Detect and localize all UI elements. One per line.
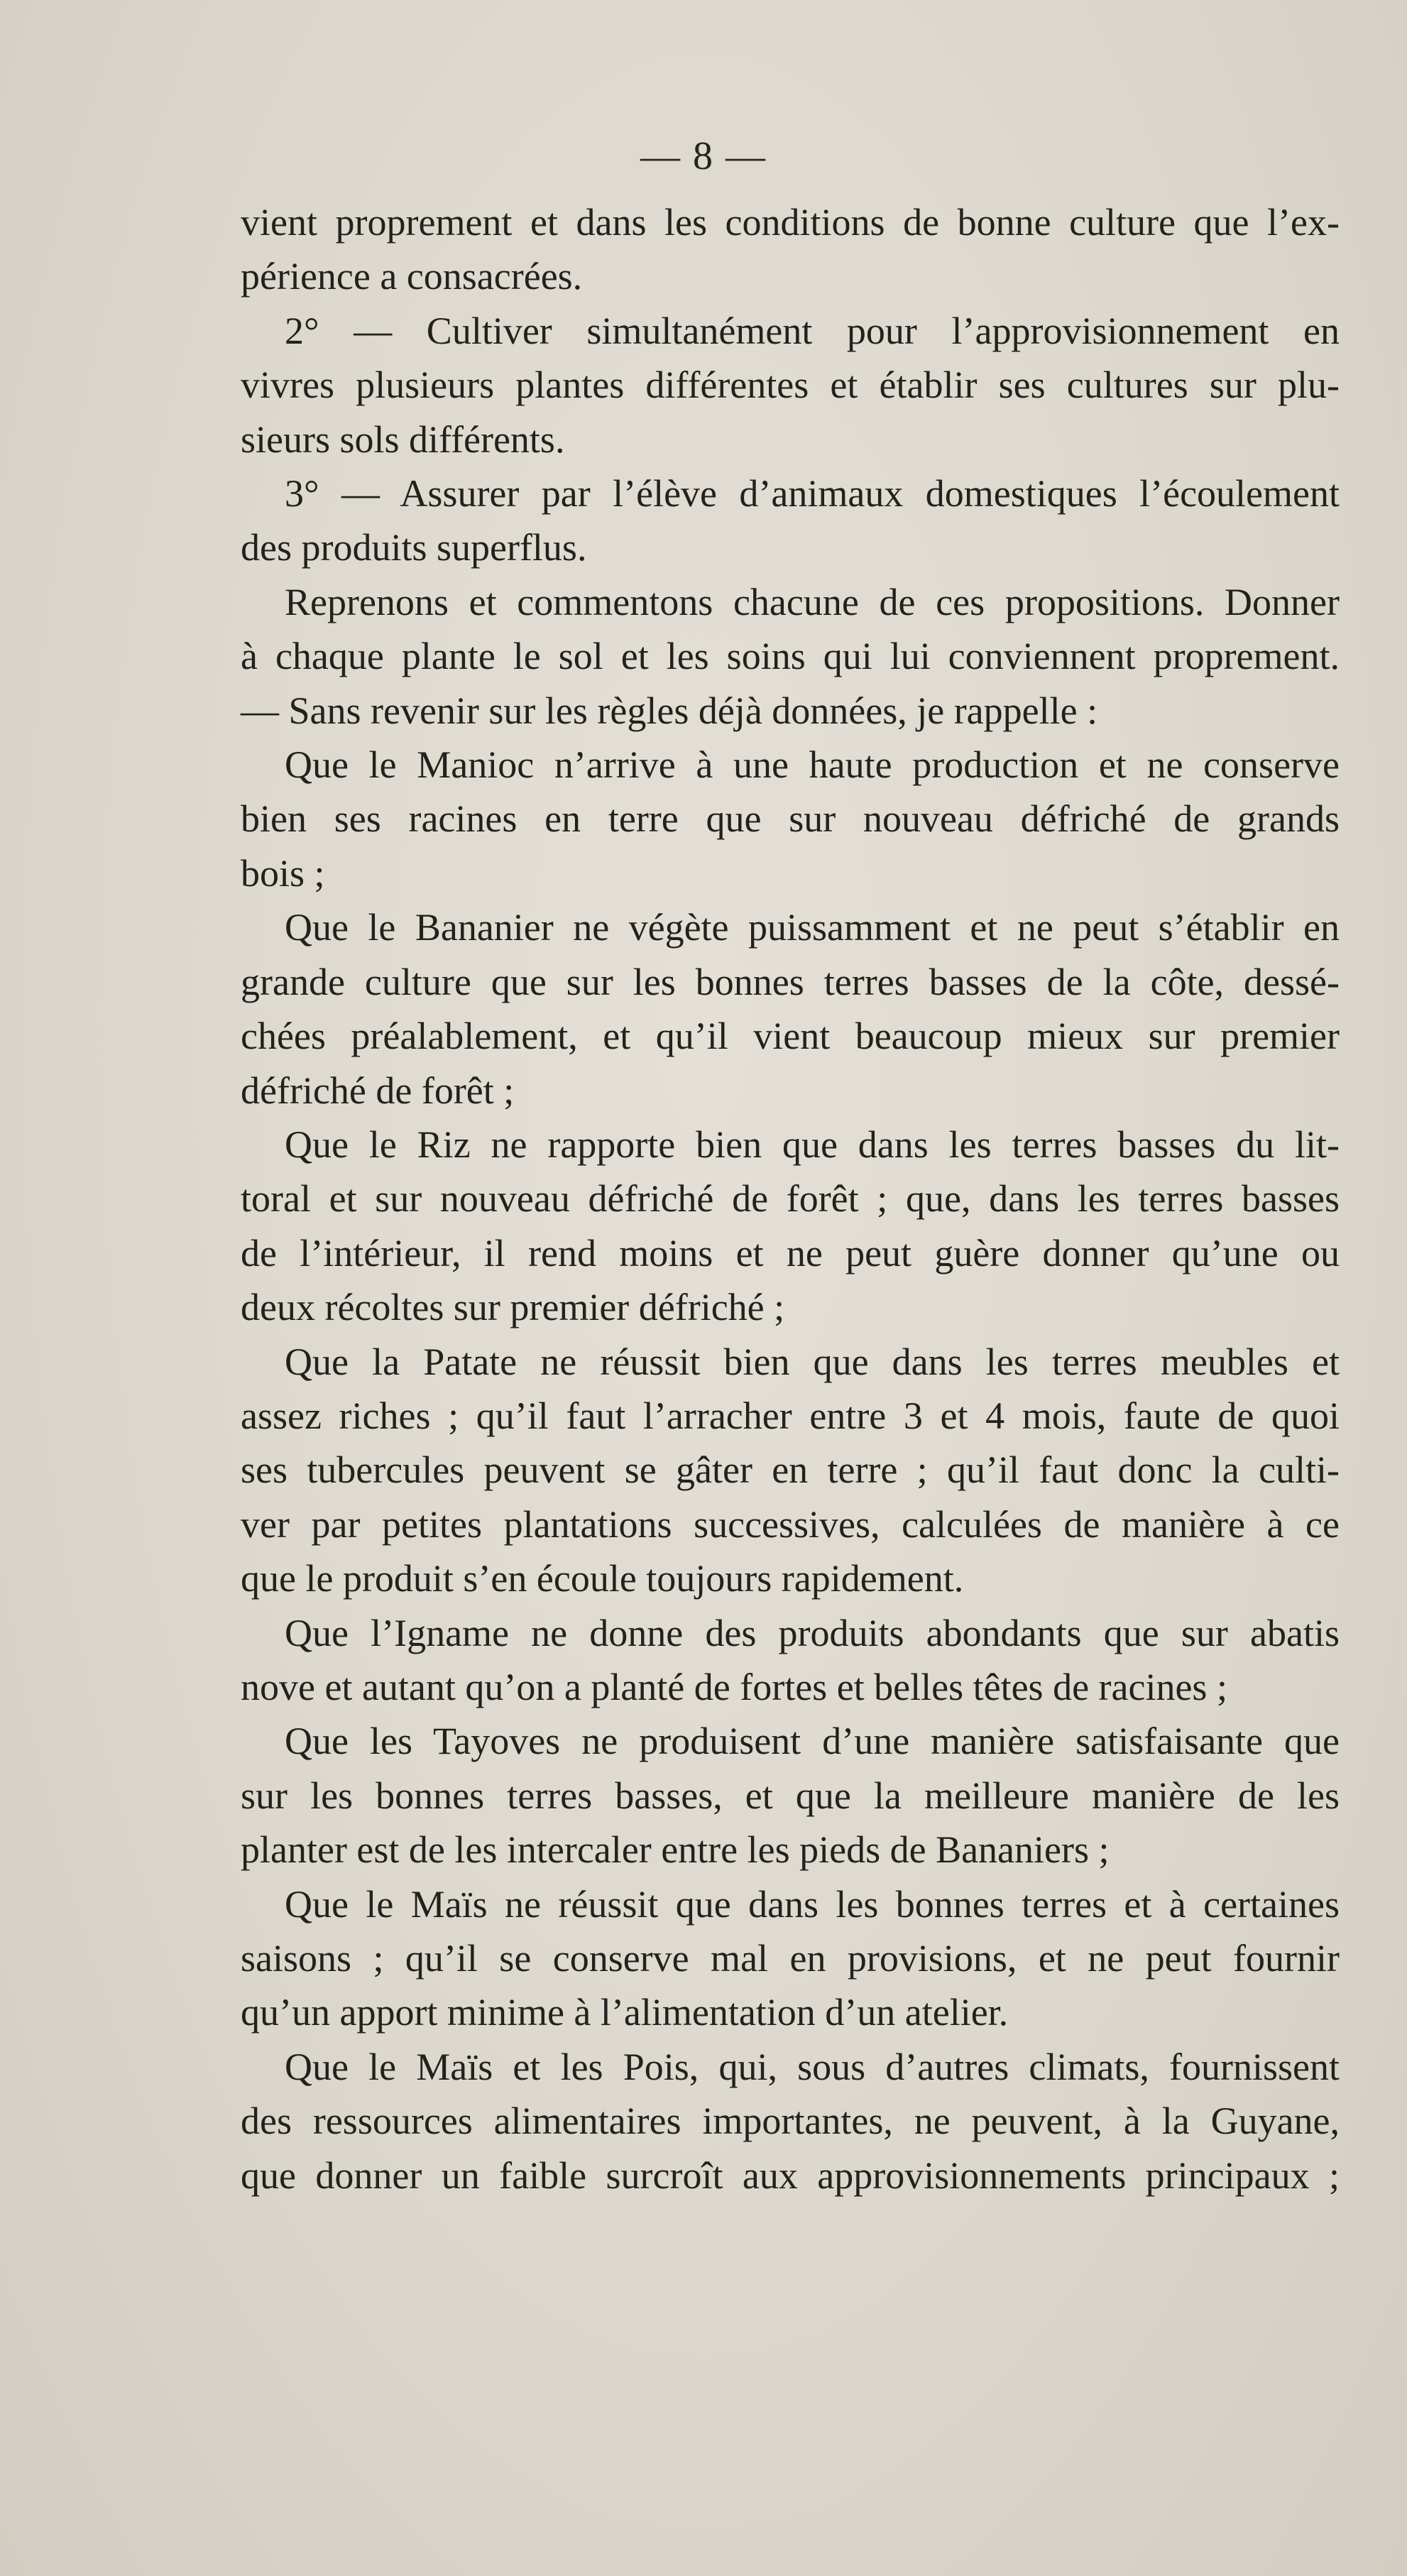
text-line: Que le Manioc n’arrive à une haute production et ne conserve	[285, 743, 1340, 787]
text-line: de l’intérieur, il rend moins et ne peut guère donner qu’une ou	[241, 1231, 1340, 1275]
page-number: — 8 —	[640, 134, 767, 178]
text-line: saisons ; qu’il se conserve mal en provisions, et ne peut fournir	[241, 1937, 1340, 1980]
text-line: sieurs sols différents.	[241, 417, 565, 461]
text-line: Que le Bananier ne végète puissamment et ne peut s’établir en	[285, 906, 1340, 949]
text-line: que donner un faible surcroît aux approvisionnements principaux ;	[241, 2154, 1340, 2197]
text-line: 2° — Cultiver simultanément pour l’approvisionnement en	[285, 309, 1340, 352]
text-line: planter est de les intercaler entre les pieds de Bananiers ;	[241, 1828, 1110, 1872]
text-line: 3° — Assurer par l’élève d’animaux domestiques l’écoulement	[285, 472, 1340, 515]
text-line: deux récoltes sur premier défriché ;	[241, 1286, 785, 1329]
text-line: Que le Maïs ne réussit que dans les bonnes terres et à certaines	[285, 1882, 1340, 1926]
text-line: vient proprement et dans les conditions de bonne culture que l’ex-	[241, 201, 1340, 244]
text-line: défriché de forêt ;	[241, 1069, 515, 1112]
text-line: que le produit s’en écoule toujours rapidement.	[241, 1557, 964, 1600]
text-line: Que le Riz ne rapporte bien que dans les terres basses du lit-	[285, 1123, 1340, 1166]
text-line: chées préalablement, et qu’il vient beaucoup mieux sur premier	[241, 1015, 1340, 1058]
text-line: périence a consacrées.	[241, 255, 583, 298]
text-line: nove et autant qu’on a planté de fortes et belles têtes de racines ;	[241, 1665, 1227, 1708]
text-line: Que le Maïs et les Pois, qui, sous d’autres climats, fournissent	[285, 2045, 1340, 2088]
text-line: des produits superflus.	[241, 526, 587, 569]
text-line: qu’un apport minime à l’alimentation d’un atelier.	[241, 1991, 1009, 2034]
text-line: bien ses racines en terre que sur nouveau défriché de grands	[241, 797, 1340, 841]
text-line: grande culture que sur les bonnes terres basses de la côte, dessé-	[241, 960, 1340, 1003]
text-line: — Sans revenir sur les règles déjà données, je rappelle :	[241, 689, 1098, 732]
text-line: Que la Patate ne réussit bien que dans les terres meubles et	[285, 1340, 1340, 1383]
body-text	[241, 195, 1340, 2203]
text-line: sur les bonnes terres basses, et que la meilleure manière de les	[241, 1774, 1340, 1817]
text-line: à chaque plante le sol et les soins qui lui conviennent proprement.	[241, 635, 1340, 678]
text-line: Que les Tayoves ne produisent d’une manière satisfaisante que	[285, 1720, 1340, 1763]
text-line: bois ;	[241, 851, 325, 895]
text-line: Reprenons et commentons chacune de ces propositions. Donner	[285, 580, 1340, 623]
text-line: des ressources alimentaires importantes, ne peuvent, à la Guyane,	[241, 2100, 1340, 2143]
text-line: vivres plusieurs plantes différentes et établir ses cultures sur plu-	[241, 364, 1340, 407]
text-line: Que l’Igname ne donne des produits abondants que sur abatis	[285, 1611, 1340, 1654]
text-line: toral et sur nouveau défriché de forêt ; que, dans les terres basses	[241, 1177, 1340, 1221]
text-line: ses tubercules peuvent se gâter en terre ; qu’il faut donc la culti-	[241, 1448, 1340, 1492]
text-line: ver par petites plantations successives, calculées de manière à ce	[241, 1502, 1340, 1546]
text-line: assez riches ; qu’il faut l’arracher entre 3 et 4 mois, faute de quoi	[241, 1394, 1340, 1437]
